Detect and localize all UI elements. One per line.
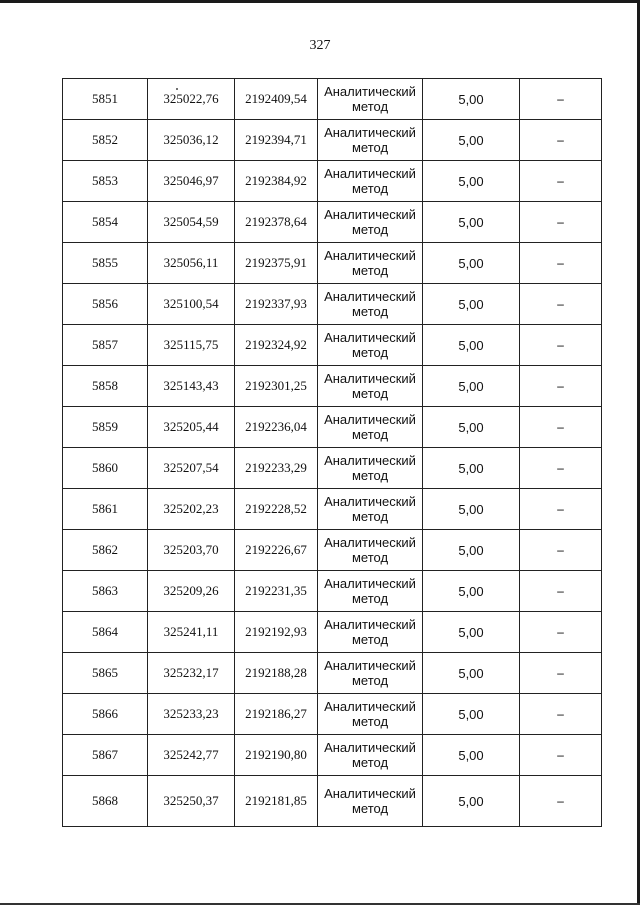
- table-row: [63, 694, 602, 735]
- method-cell: [318, 79, 423, 120]
- method-line-1: Аналитический: [324, 699, 416, 714]
- point-number-cell: 5851: [63, 79, 148, 120]
- method-line-1: Аналитический: [324, 412, 416, 427]
- table-row: [63, 653, 602, 694]
- y-coordinate-cell: 2192394,71: [235, 120, 318, 161]
- x-coordinate-cell: 325054,59: [148, 202, 235, 243]
- table-row: [63, 120, 602, 161]
- y-coordinate-cell: 2192231,35: [235, 571, 318, 612]
- table-row: [63, 571, 602, 612]
- table-row: [63, 243, 602, 284]
- accuracy-cell: 5,00: [423, 776, 520, 827]
- method-cell: [318, 776, 423, 827]
- accuracy-cell: 5,00: [423, 694, 520, 735]
- point-number-cell: 5860: [63, 448, 148, 489]
- method-line-1: Аналитический: [324, 166, 416, 181]
- table-row: [63, 325, 602, 366]
- method-line-2: метод: [351, 386, 389, 401]
- coordinates-table-body: [63, 79, 602, 827]
- note-cell: –: [520, 530, 602, 571]
- method-line-2: метод: [351, 345, 389, 360]
- x-coordinate-cell: 325143,43: [148, 366, 235, 407]
- method-line-2: метод: [351, 714, 389, 729]
- note-cell: –: [520, 366, 602, 407]
- point-number-cell: 5861: [63, 489, 148, 530]
- y-coordinate-cell: 2192226,67: [235, 530, 318, 571]
- y-coordinate-cell: 2192409,54: [235, 79, 318, 120]
- method-line-1: Аналитический: [324, 617, 416, 632]
- scan-border-top: [0, 0, 640, 3]
- table-row: [63, 530, 602, 571]
- note-cell: –: [520, 735, 602, 776]
- y-coordinate-cell: 2192236,04: [235, 407, 318, 448]
- method-cell: [318, 653, 423, 694]
- method-line-1: Аналитический: [324, 786, 416, 801]
- method-cell: [318, 202, 423, 243]
- method-cell: [318, 407, 423, 448]
- accuracy-cell: 5,00: [423, 366, 520, 407]
- x-coordinate-cell: 325100,54: [148, 284, 235, 325]
- method-line-1: Аналитический: [324, 576, 416, 591]
- y-coordinate-cell: 2192192,93: [235, 612, 318, 653]
- method-line-2: метод: [351, 181, 389, 196]
- y-coordinate-cell: 2192190,80: [235, 735, 318, 776]
- note-cell: –: [520, 489, 602, 530]
- point-number-cell: 5864: [63, 612, 148, 653]
- point-number-cell: 5868: [63, 776, 148, 827]
- y-coordinate-cell: 2192186,27: [235, 694, 318, 735]
- table-row: [63, 776, 602, 827]
- x-coordinate-cell: 325250,37: [148, 776, 235, 827]
- table-row: [63, 735, 602, 776]
- x-coordinate-cell: 325241,11: [148, 612, 235, 653]
- method-line-2: метод: [351, 222, 389, 237]
- accuracy-cell: 5,00: [423, 79, 520, 120]
- method-line-1: Аналитический: [324, 658, 416, 673]
- method-cell: [318, 735, 423, 776]
- page-number: 327: [309, 38, 331, 53]
- table-row: [63, 79, 602, 120]
- method-line-2: метод: [351, 591, 389, 606]
- point-number-cell: 5853: [63, 161, 148, 202]
- x-coordinate-cell: 325056,11: [148, 243, 235, 284]
- note-cell: –: [520, 776, 602, 827]
- y-coordinate-cell: 2192181,85: [235, 776, 318, 827]
- method-line-2: метод: [351, 263, 389, 278]
- accuracy-cell: 5,00: [423, 489, 520, 530]
- note-cell: –: [520, 612, 602, 653]
- x-coordinate-cell: 325115,75: [148, 325, 235, 366]
- method-line-2: метод: [351, 632, 389, 647]
- accuracy-cell: 5,00: [423, 612, 520, 653]
- accuracy-cell: 5,00: [423, 653, 520, 694]
- method-line-1: Аналитический: [324, 453, 416, 468]
- method-cell: [318, 694, 423, 735]
- table-row: [63, 366, 602, 407]
- method-line-1: Аналитический: [324, 289, 416, 304]
- method-line-2: метод: [351, 468, 389, 483]
- point-number-cell: 5867: [63, 735, 148, 776]
- accuracy-cell: 5,00: [423, 407, 520, 448]
- method-line-1: Аналитический: [324, 207, 416, 222]
- x-coordinate-cell: 325207,54: [148, 448, 235, 489]
- method-line-2: метод: [351, 550, 389, 565]
- x-coordinate-cell: 325046,97: [148, 161, 235, 202]
- method-cell: [318, 571, 423, 612]
- point-number-cell: 5856: [63, 284, 148, 325]
- note-cell: –: [520, 120, 602, 161]
- point-number-cell: 5865: [63, 653, 148, 694]
- point-number-cell: 5852: [63, 120, 148, 161]
- point-number-cell: 5859: [63, 407, 148, 448]
- x-coordinate-cell: 325022,76: [148, 79, 235, 120]
- x-coordinate-cell: 325202,23: [148, 489, 235, 530]
- method-line-1: Аналитический: [324, 740, 416, 755]
- y-coordinate-cell: 2192337,93: [235, 284, 318, 325]
- note-cell: –: [520, 79, 602, 120]
- point-number-cell: 5862: [63, 530, 148, 571]
- note-cell: –: [520, 202, 602, 243]
- point-number-cell: 5855: [63, 243, 148, 284]
- note-cell: –: [520, 571, 602, 612]
- table-row: [63, 202, 602, 243]
- x-coordinate-cell: 325036,12: [148, 120, 235, 161]
- method-line-1: Аналитический: [324, 330, 416, 345]
- method-cell: [318, 120, 423, 161]
- method-line-1: Аналитический: [324, 371, 416, 386]
- table-row: [63, 448, 602, 489]
- accuracy-cell: 5,00: [423, 571, 520, 612]
- method-line-2: метод: [351, 801, 389, 816]
- note-cell: –: [520, 243, 602, 284]
- accuracy-cell: 5,00: [423, 202, 520, 243]
- method-line-2: метод: [351, 673, 389, 688]
- note-cell: –: [520, 161, 602, 202]
- y-coordinate-cell: 2192228,52: [235, 489, 318, 530]
- method-line-2: метод: [351, 755, 389, 770]
- method-line-2: метод: [351, 99, 389, 114]
- y-coordinate-cell: 2192188,28: [235, 653, 318, 694]
- point-number-cell: 5866: [63, 694, 148, 735]
- method-cell: [318, 530, 423, 571]
- y-coordinate-cell: 2192324,92: [235, 325, 318, 366]
- method-line-1: Аналитический: [324, 125, 416, 140]
- accuracy-cell: 5,00: [423, 448, 520, 489]
- accuracy-cell: 5,00: [423, 243, 520, 284]
- y-coordinate-cell: 2192301,25: [235, 366, 318, 407]
- point-number-cell: 5863: [63, 571, 148, 612]
- x-coordinate-cell: 325233,23: [148, 694, 235, 735]
- accuracy-cell: 5,00: [423, 735, 520, 776]
- point-number-cell: 5858: [63, 366, 148, 407]
- accuracy-cell: 5,00: [423, 530, 520, 571]
- method-line-1: Аналитический: [324, 535, 416, 550]
- accuracy-cell: 5,00: [423, 120, 520, 161]
- method-line-1: Аналитический: [324, 84, 416, 99]
- method-cell: [318, 448, 423, 489]
- method-line-2: метод: [351, 304, 389, 319]
- accuracy-cell: 5,00: [423, 284, 520, 325]
- note-cell: –: [520, 448, 602, 489]
- method-line-2: метод: [351, 140, 389, 155]
- method-line-2: метод: [351, 509, 389, 524]
- accuracy-cell: 5,00: [423, 161, 520, 202]
- method-cell: [318, 284, 423, 325]
- y-coordinate-cell: 2192384,92: [235, 161, 318, 202]
- method-cell: [318, 612, 423, 653]
- table-row: [63, 489, 602, 530]
- point-number-cell: 5857: [63, 325, 148, 366]
- x-coordinate-cell: 325203,70: [148, 530, 235, 571]
- note-cell: –: [520, 694, 602, 735]
- x-coordinate-cell: 325242,77: [148, 735, 235, 776]
- method-cell: [318, 243, 423, 284]
- note-cell: –: [520, 407, 602, 448]
- method-cell: [318, 489, 423, 530]
- y-coordinate-cell: 2192378,64: [235, 202, 318, 243]
- accuracy-cell: 5,00: [423, 325, 520, 366]
- table-row: [63, 407, 602, 448]
- x-coordinate-cell: 325205,44: [148, 407, 235, 448]
- table-row: [63, 284, 602, 325]
- method-line-2: метод: [351, 427, 389, 442]
- method-cell: [318, 325, 423, 366]
- method-cell: [318, 161, 423, 202]
- table-row: [63, 612, 602, 653]
- method-line-1: Аналитический: [324, 248, 416, 263]
- x-coordinate-cell: 325232,17: [148, 653, 235, 694]
- note-cell: –: [520, 325, 602, 366]
- coordinates-table: [62, 78, 602, 827]
- y-coordinate-cell: 2192233,29: [235, 448, 318, 489]
- note-cell: –: [520, 653, 602, 694]
- method-cell: [318, 366, 423, 407]
- x-coordinate-cell: 325209,26: [148, 571, 235, 612]
- y-coordinate-cell: 2192375,91: [235, 243, 318, 284]
- point-number-cell: 5854: [63, 202, 148, 243]
- note-cell: –: [520, 284, 602, 325]
- table-row: [63, 161, 602, 202]
- method-line-1: Аналитический: [324, 494, 416, 509]
